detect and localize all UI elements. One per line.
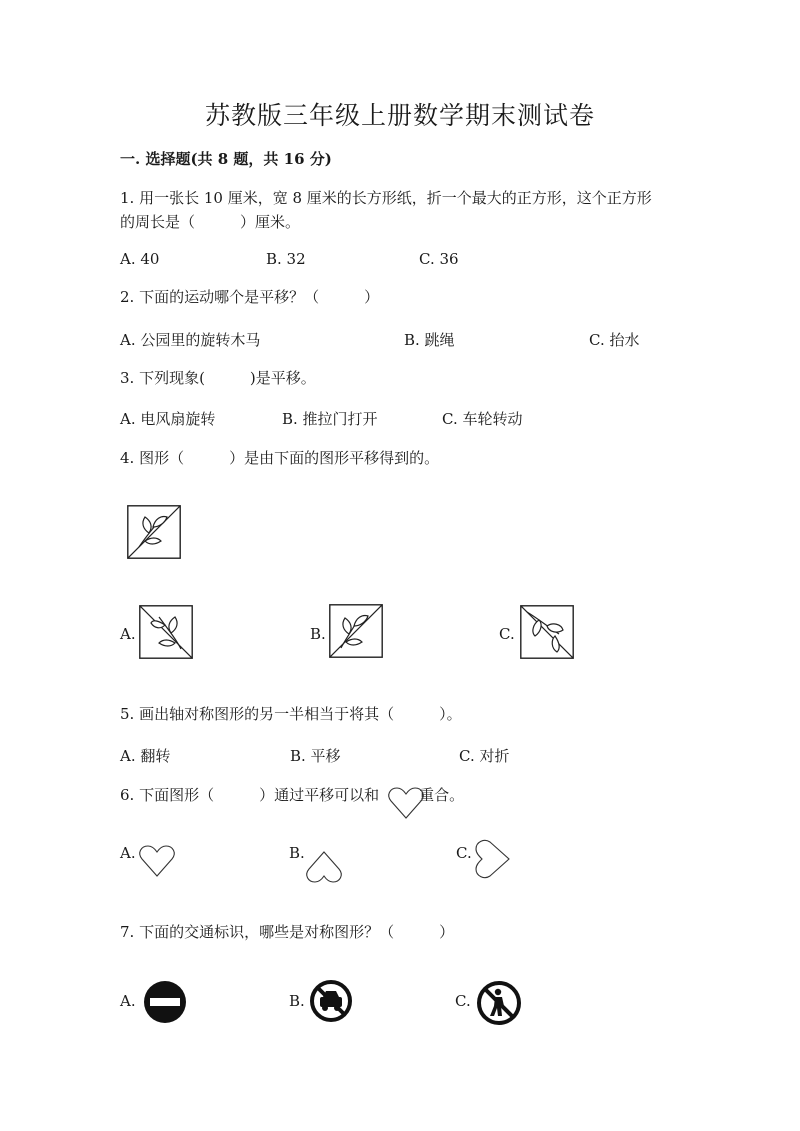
no-vehicles-sign-icon (309, 979, 353, 1023)
q5-option-b[interactable]: B. 平移 (290, 747, 341, 765)
heart-outline-icon (386, 785, 426, 821)
q6-option-c[interactable]: C. (456, 844, 472, 862)
q7-option-b-sign[interactable] (309, 979, 353, 1023)
leaf-branch-icon (127, 505, 181, 559)
leaf-branch-icon (329, 604, 383, 658)
q3-option-a[interactable]: A. 电风扇旋转 (120, 410, 216, 428)
q4-option-c-figure[interactable] (519, 604, 575, 660)
q2-option-b[interactable]: B. 跳绳 (404, 331, 455, 349)
q4-option-b-figure[interactable] (329, 604, 383, 658)
q4-option-a[interactable]: A. (120, 625, 136, 643)
q3-option-c[interactable]: C. 车轮转动 (442, 410, 523, 428)
no-pedestrians-sign-icon (476, 980, 522, 1026)
question-4: 4. 图形（ ）是由下面的图形平移得到的。 (120, 449, 440, 467)
q5-option-a[interactable]: A. 翻转 (120, 747, 171, 765)
q6-option-b[interactable]: B. (289, 844, 305, 862)
q4-option-b[interactable]: B. (310, 625, 326, 643)
question-3: 3. 下列现象( )是平移。 (120, 369, 316, 387)
section-heading: 一. 选择题(共 8 题，共 16 分) (120, 150, 332, 168)
q4-reference-figure (127, 505, 181, 559)
q1-option-b[interactable]: B. 32 (266, 250, 306, 268)
no-entry-sign-icon (143, 980, 187, 1024)
q7-option-a-sign[interactable] (143, 980, 187, 1024)
q4-option-a-figure[interactable] (139, 605, 193, 659)
q6-option-c-heart[interactable] (472, 838, 512, 880)
question-2: 2. 下面的运动哪个是平移？（ ） (120, 288, 380, 306)
q1-option-c[interactable]: C. 36 (419, 250, 459, 268)
question-6-text-before: 6. 下面图形（ ）通过平移可以和 (120, 786, 380, 804)
heart-upside-down-icon (303, 850, 345, 884)
q2-option-c[interactable]: C. 抬水 (589, 331, 640, 349)
q6-option-a[interactable]: A. (120, 844, 136, 862)
q6-option-b-heart[interactable] (303, 850, 345, 884)
question-1-line-2: 的周长是（ ）厘米。 (120, 213, 301, 231)
q7-option-c-sign[interactable] (476, 980, 522, 1026)
page-title: 苏教版三年级上册数学期末测试卷 (204, 101, 595, 130)
question-1 (120, 186, 652, 234)
heart-rotated-icon (472, 838, 512, 880)
q7-option-a[interactable]: A. (120, 992, 136, 1010)
question-1-line-1: 1. 用一张长 10 厘米，宽 8 厘米的长方形纸，折一个最大的正方形，这个正方形 (120, 189, 652, 207)
q5-option-c[interactable]: C. 对折 (459, 747, 510, 765)
q7-option-c[interactable]: C. (455, 992, 471, 1010)
leaf-branch-icon (519, 604, 575, 660)
question-7: 7. 下面的交通标识，哪些是对称图形？（ ） (120, 923, 455, 941)
q6-option-a-heart[interactable] (137, 843, 177, 879)
q2-option-a[interactable]: A. 公园里的旋转木马 (120, 331, 261, 349)
q4-option-c[interactable]: C. (499, 625, 515, 643)
q6-reference-heart (386, 785, 426, 821)
question-5: 5. 画出轴对称图形的另一半相当于将其（ ）。 (120, 705, 462, 723)
heart-outline-icon (137, 843, 177, 879)
q1-option-a[interactable]: A. 40 (120, 250, 160, 268)
question-6-text-after: 重合。 (419, 786, 465, 804)
q3-option-b[interactable]: B. 推拉门打开 (282, 410, 378, 428)
q7-option-b[interactable]: B. (289, 992, 305, 1010)
leaf-branch-icon (139, 605, 193, 659)
